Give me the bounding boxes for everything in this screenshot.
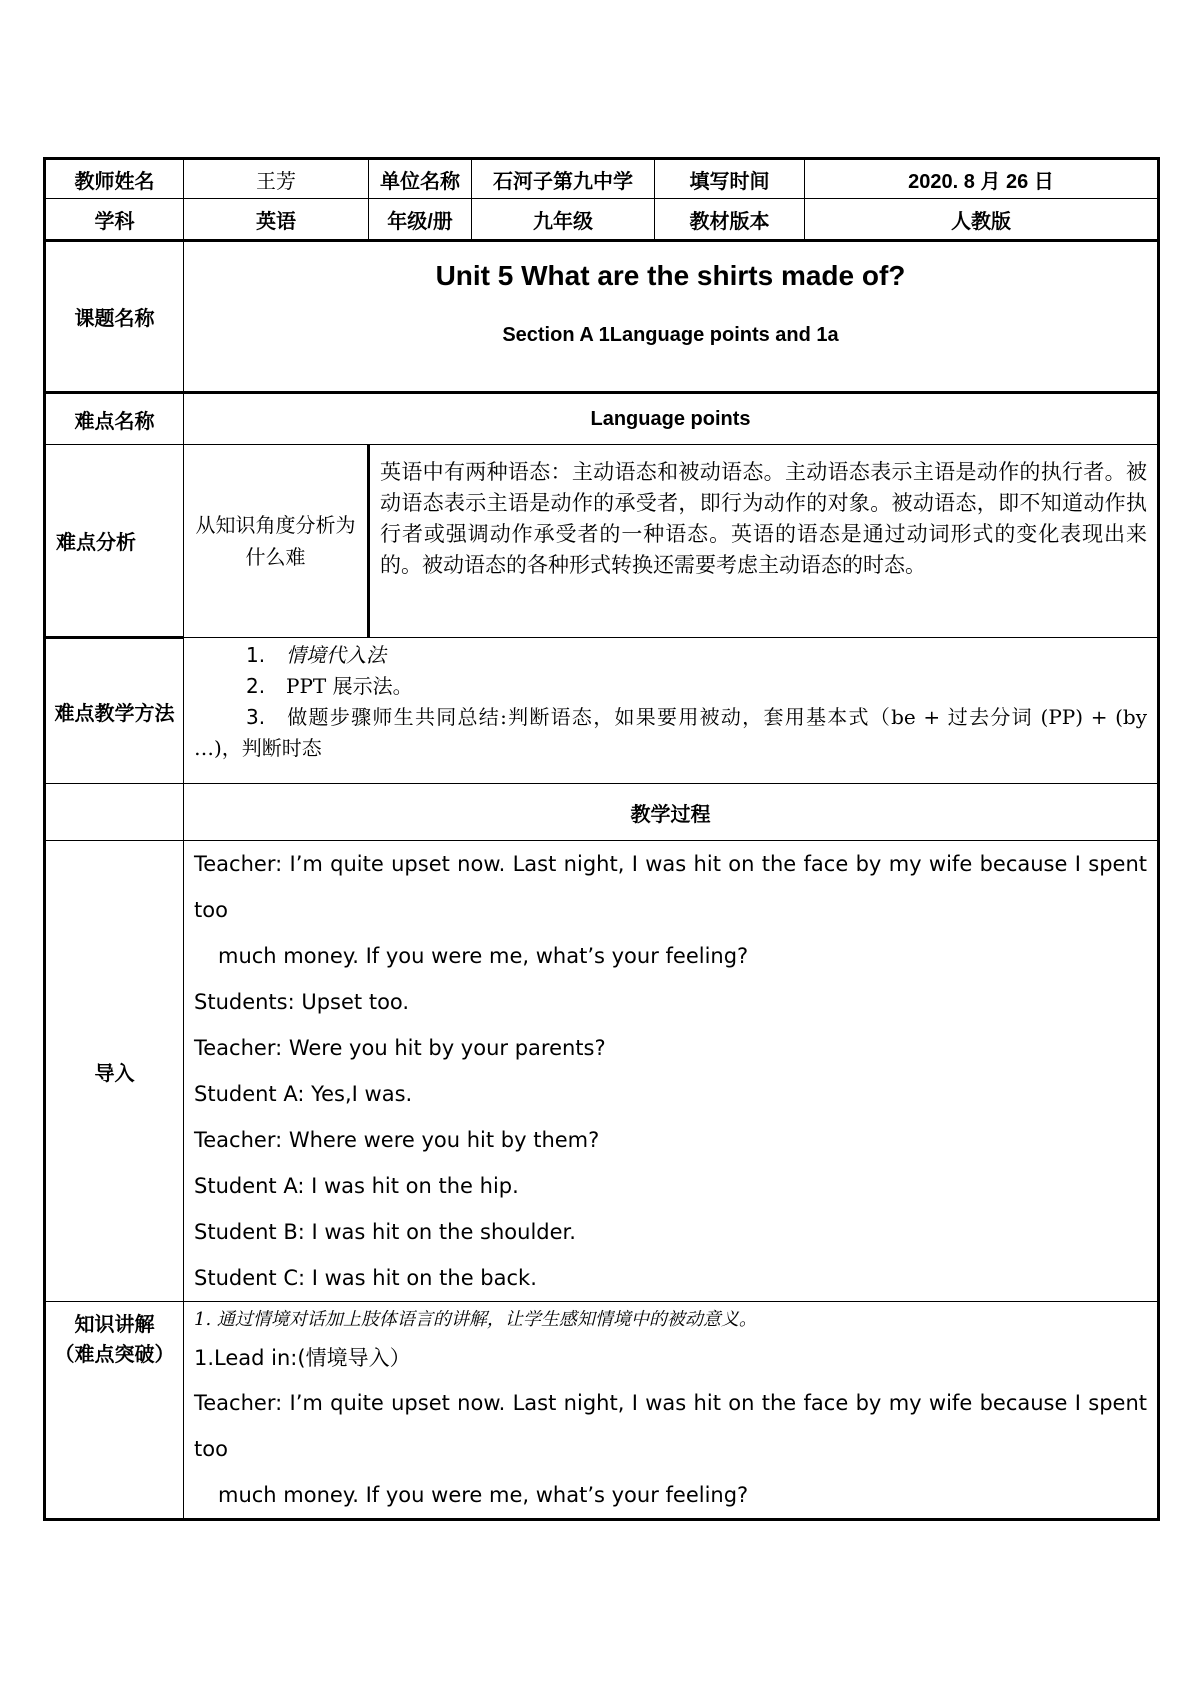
dialog-line-cont: much money. If you were me, what’s your feeling? xyxy=(218,944,749,968)
dialog-line-cont: much money. If you were me, what’s your feeling? xyxy=(218,1483,749,1507)
date-value: 2020. 8 月 26 日 xyxy=(805,159,1159,199)
knowledge-row xyxy=(45,1302,1159,1520)
info-row-1 xyxy=(45,159,1159,199)
process-empty-cell xyxy=(45,784,184,841)
difficulty-row xyxy=(45,393,1159,445)
dialog-line: Teacher: I’m quite upset now. Last night, I was hit on the face by my wife because I spent too xyxy=(194,1391,1147,1461)
dialog-line: Student A: Yes,I was. xyxy=(194,1082,413,1106)
info-row-2 xyxy=(45,199,1159,241)
knowledge-label-line-1: 知识讲解 xyxy=(74,1314,155,1336)
edition-value: 人教版 xyxy=(805,199,1159,241)
difficulty-label: 难点名称 xyxy=(45,393,184,445)
method-item-3 xyxy=(194,702,1147,764)
teacher-value: 王芳 xyxy=(184,159,369,199)
teacher-label: 教师姓名 xyxy=(45,159,184,199)
grade-value: 九年级 xyxy=(472,199,655,241)
dialog-line: Student B: I was hit on the shoulder. xyxy=(194,1220,576,1244)
method-item-1 xyxy=(194,640,1147,671)
subject-label: 学科 xyxy=(45,199,184,241)
dialog-line: Students: Upset too. xyxy=(194,990,410,1014)
methods-label: 难点教学方法 xyxy=(45,638,184,784)
process-header-row xyxy=(45,784,1159,841)
lead-in-line: 1.Lead in:(情境导入） xyxy=(194,1346,411,1370)
analysis-text: 英语中有两种语态：主动语态和被动语态。主动语态表示主语是动作的执行者。被动语态表示主语是动作的承受者，即行为动作的对象。被动语态，即不知道动作执行者或强调动作承受者的一种语态。英语的语态是通过动词形式的变化表现出来的。被动语态的各种形式转换还需要考虑主动语态的时态。 xyxy=(369,445,1159,638)
subject-value: 英语 xyxy=(184,199,369,241)
grade-label: 年级/册 xyxy=(369,199,472,241)
method-number: 3. xyxy=(246,705,266,729)
edition-label: 教材版本 xyxy=(655,199,805,241)
date-label: 填写时间 xyxy=(655,159,805,199)
lesson-subtitle: Section A 1Language points and 1a xyxy=(502,324,839,346)
unit-label: 单位名称 xyxy=(369,159,472,199)
topic-cell xyxy=(184,241,1159,393)
method-text: 做题步骤师生共同总结:判断语态，如果要用被动，套用基本式（be + 过去分词 (PP) + (by …)，判断时态 xyxy=(194,705,1147,760)
knowledge-label-line-2: （难点突破） xyxy=(54,1344,175,1366)
analysis-row xyxy=(45,445,1159,638)
method-number: 1. xyxy=(246,643,266,667)
dialog-line: Student A: I was hit on the hip. xyxy=(194,1174,519,1198)
knowledge-cell xyxy=(184,1302,1159,1520)
lesson-title: Unit 5 What are the shirts made of? xyxy=(435,260,906,291)
method-text: 情境代入法 xyxy=(286,643,386,667)
intro-row xyxy=(45,841,1159,1302)
methods-cell xyxy=(184,638,1159,784)
dialog-line: Teacher: Were you hit by your parents? xyxy=(194,1036,606,1060)
lesson-plan-document xyxy=(43,157,1157,1521)
knowledge-label xyxy=(45,1302,184,1520)
method-item-2 xyxy=(194,671,1147,702)
topic-row xyxy=(45,241,1159,393)
analysis-sub-label: 从知识角度分析为什么难 xyxy=(184,445,369,638)
dialog-line: Teacher: I’m quite upset now. Last night, I was hit on the face by my wife because I spent too xyxy=(194,852,1147,922)
method-number: 2. xyxy=(246,674,266,698)
knowledge-note: 1. 通过情境对话加上肢体语言的讲解，让学生感知情境中的被动意义。 xyxy=(194,1309,757,1330)
lesson-plan-table xyxy=(43,157,1160,1521)
difficulty-value: Language points xyxy=(184,393,1159,445)
analysis-label: 难点分析 xyxy=(45,445,184,638)
process-header: 教学过程 xyxy=(184,784,1159,841)
methods-row xyxy=(45,638,1159,784)
dialog-line: Student C: I was hit on the back. xyxy=(194,1266,537,1290)
topic-label: 课题名称 xyxy=(45,241,184,393)
method-text: PPT 展示法。 xyxy=(286,674,413,698)
dialog-line: Teacher: Where were you hit by them? xyxy=(194,1128,600,1152)
unit-value: 石河子第九中学 xyxy=(472,159,655,199)
intro-dialog xyxy=(184,841,1159,1302)
intro-label: 导入 xyxy=(45,841,184,1302)
